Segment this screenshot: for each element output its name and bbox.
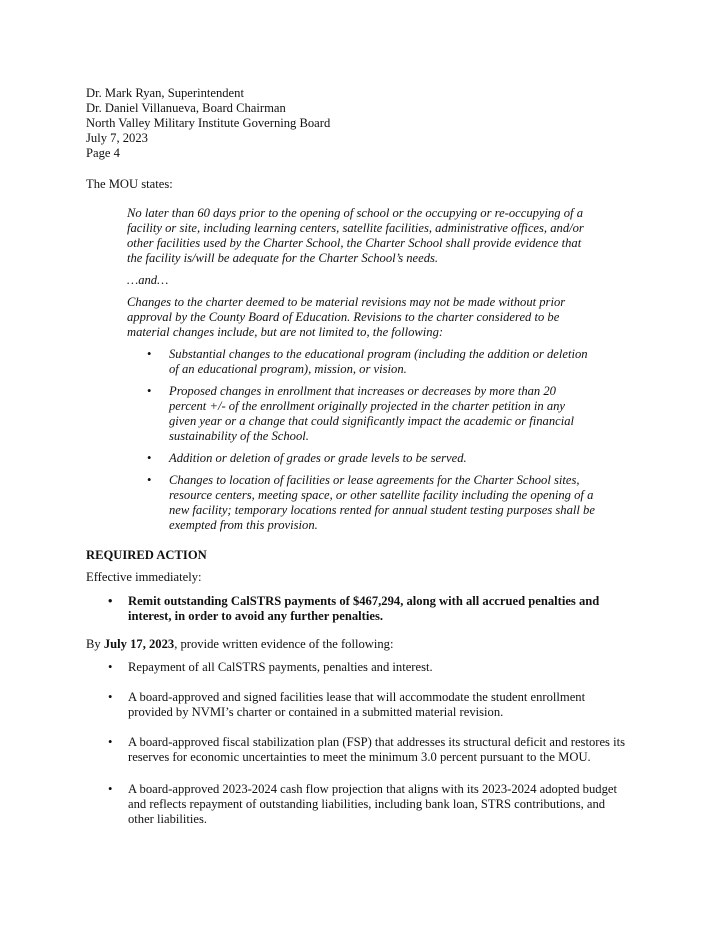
bullet-icon: • — [147, 347, 152, 361]
bullet-icon: • — [147, 473, 152, 487]
recipient-board-chairman: Dr. Daniel Villanueva, Board Chairman — [86, 101, 286, 115]
deadline-statement — [86, 637, 393, 652]
list-item-text: Addition or deletion of grades or grade levels to be served. — [169, 451, 467, 465]
list-item — [145, 384, 595, 444]
page-number: Page 4 — [86, 146, 120, 160]
evidence-item — [106, 660, 626, 675]
evidence-item — [106, 690, 626, 720]
letter-date: July 7, 2023 — [86, 131, 148, 145]
list-item — [145, 473, 595, 533]
quote-paragraph-facilities: No later than 60 days prior to the opening of school or the occupying or re-occupying of a facility or site, including learning centers, satellite facilities, administrative offices, and/or other facilities used by the Charter School, the Charter School shall provide evidence that the facility is/will be adequate for the Charter School’s needs. — [127, 206, 584, 265]
evidence-item-text: A board-approved and signed facilities lease that will accommodate the student enrollment provided by NVMI’s charter or contained in a submitted material revision. — [128, 690, 586, 719]
deadline-date: July 17, 2023 — [103, 637, 175, 651]
recipient-board: North Valley Military Institute Governing Board — [86, 116, 331, 130]
recipient-superintendent: Dr. Mark Ryan, Superintendent — [86, 86, 244, 100]
letter-header — [86, 86, 330, 161]
deadline-suffix: , provide written evidence of the following: — [174, 637, 394, 651]
quote-and-separator: …and… — [127, 273, 169, 287]
section-heading-required-action: REQUIRED ACTION — [86, 548, 207, 562]
bullet-icon: • — [147, 384, 152, 398]
evidence-item — [106, 782, 626, 827]
list-item-text: Changes to location of facilities or lease agreements for the Charter School sites, resource centers, meeting space, or other satellite facility including the opening of a new facility; temporary locations rented for annual student testing purposes shall be exempted from this provision. — [169, 473, 595, 532]
immediate-action-item — [106, 594, 626, 624]
list-item-text: Substantial changes to the educational program (including the addition or deletion of an educational program), mission, or vision. — [169, 347, 588, 376]
evidence-item-text: A board-approved fiscal stabilization plan (FSP) that addresses its structural deficit and restores its reserves for economic uncertainties to meet the minimum 3.0 percent pursuant to the MOU. — [128, 735, 625, 764]
bullet-icon: • — [108, 690, 113, 704]
list-item-text: Proposed changes in enrollment that increases or decreases by more than 20 percent +/- of the enrollment originally projected in the charter petition in any given year or a change that could significantly impact the academic or financial sustainability of the School. — [169, 384, 575, 443]
mou-intro: The MOU states: — [86, 177, 173, 191]
bullet-icon: • — [108, 594, 113, 608]
list-item — [145, 347, 595, 377]
bullet-icon: • — [147, 451, 152, 465]
quote-paragraph-material-revisions: Changes to the charter deemed to be material revisions may not be made without prior approval by the County Board of Education. Revisions to the charter considered to be material changes include, but are not limited to, the following: — [127, 295, 566, 339]
evidence-item — [106, 735, 626, 765]
immediate-action-text: Remit outstanding CalSTRS payments of $467,294, along with all accrued penalties and interest, in order to avoid any further penalties. — [128, 594, 600, 623]
bullet-icon: • — [108, 782, 113, 796]
effective-immediately-label: Effective immediately: — [86, 570, 202, 584]
list-item — [145, 451, 595, 466]
deadline-prefix: By — [86, 637, 104, 651]
bullet-icon: • — [108, 735, 113, 749]
evidence-item-text: A board-approved 2023-2024 cash flow projection that aligns with its 2023-2024 adopted budget and reflects repayment of outstanding liabilities, including bank loan, STRS contributions, and other liabilities. — [128, 782, 617, 826]
bullet-icon: • — [108, 660, 113, 674]
evidence-item-text: Repayment of all CalSTRS payments, penalties and interest. — [128, 660, 433, 674]
